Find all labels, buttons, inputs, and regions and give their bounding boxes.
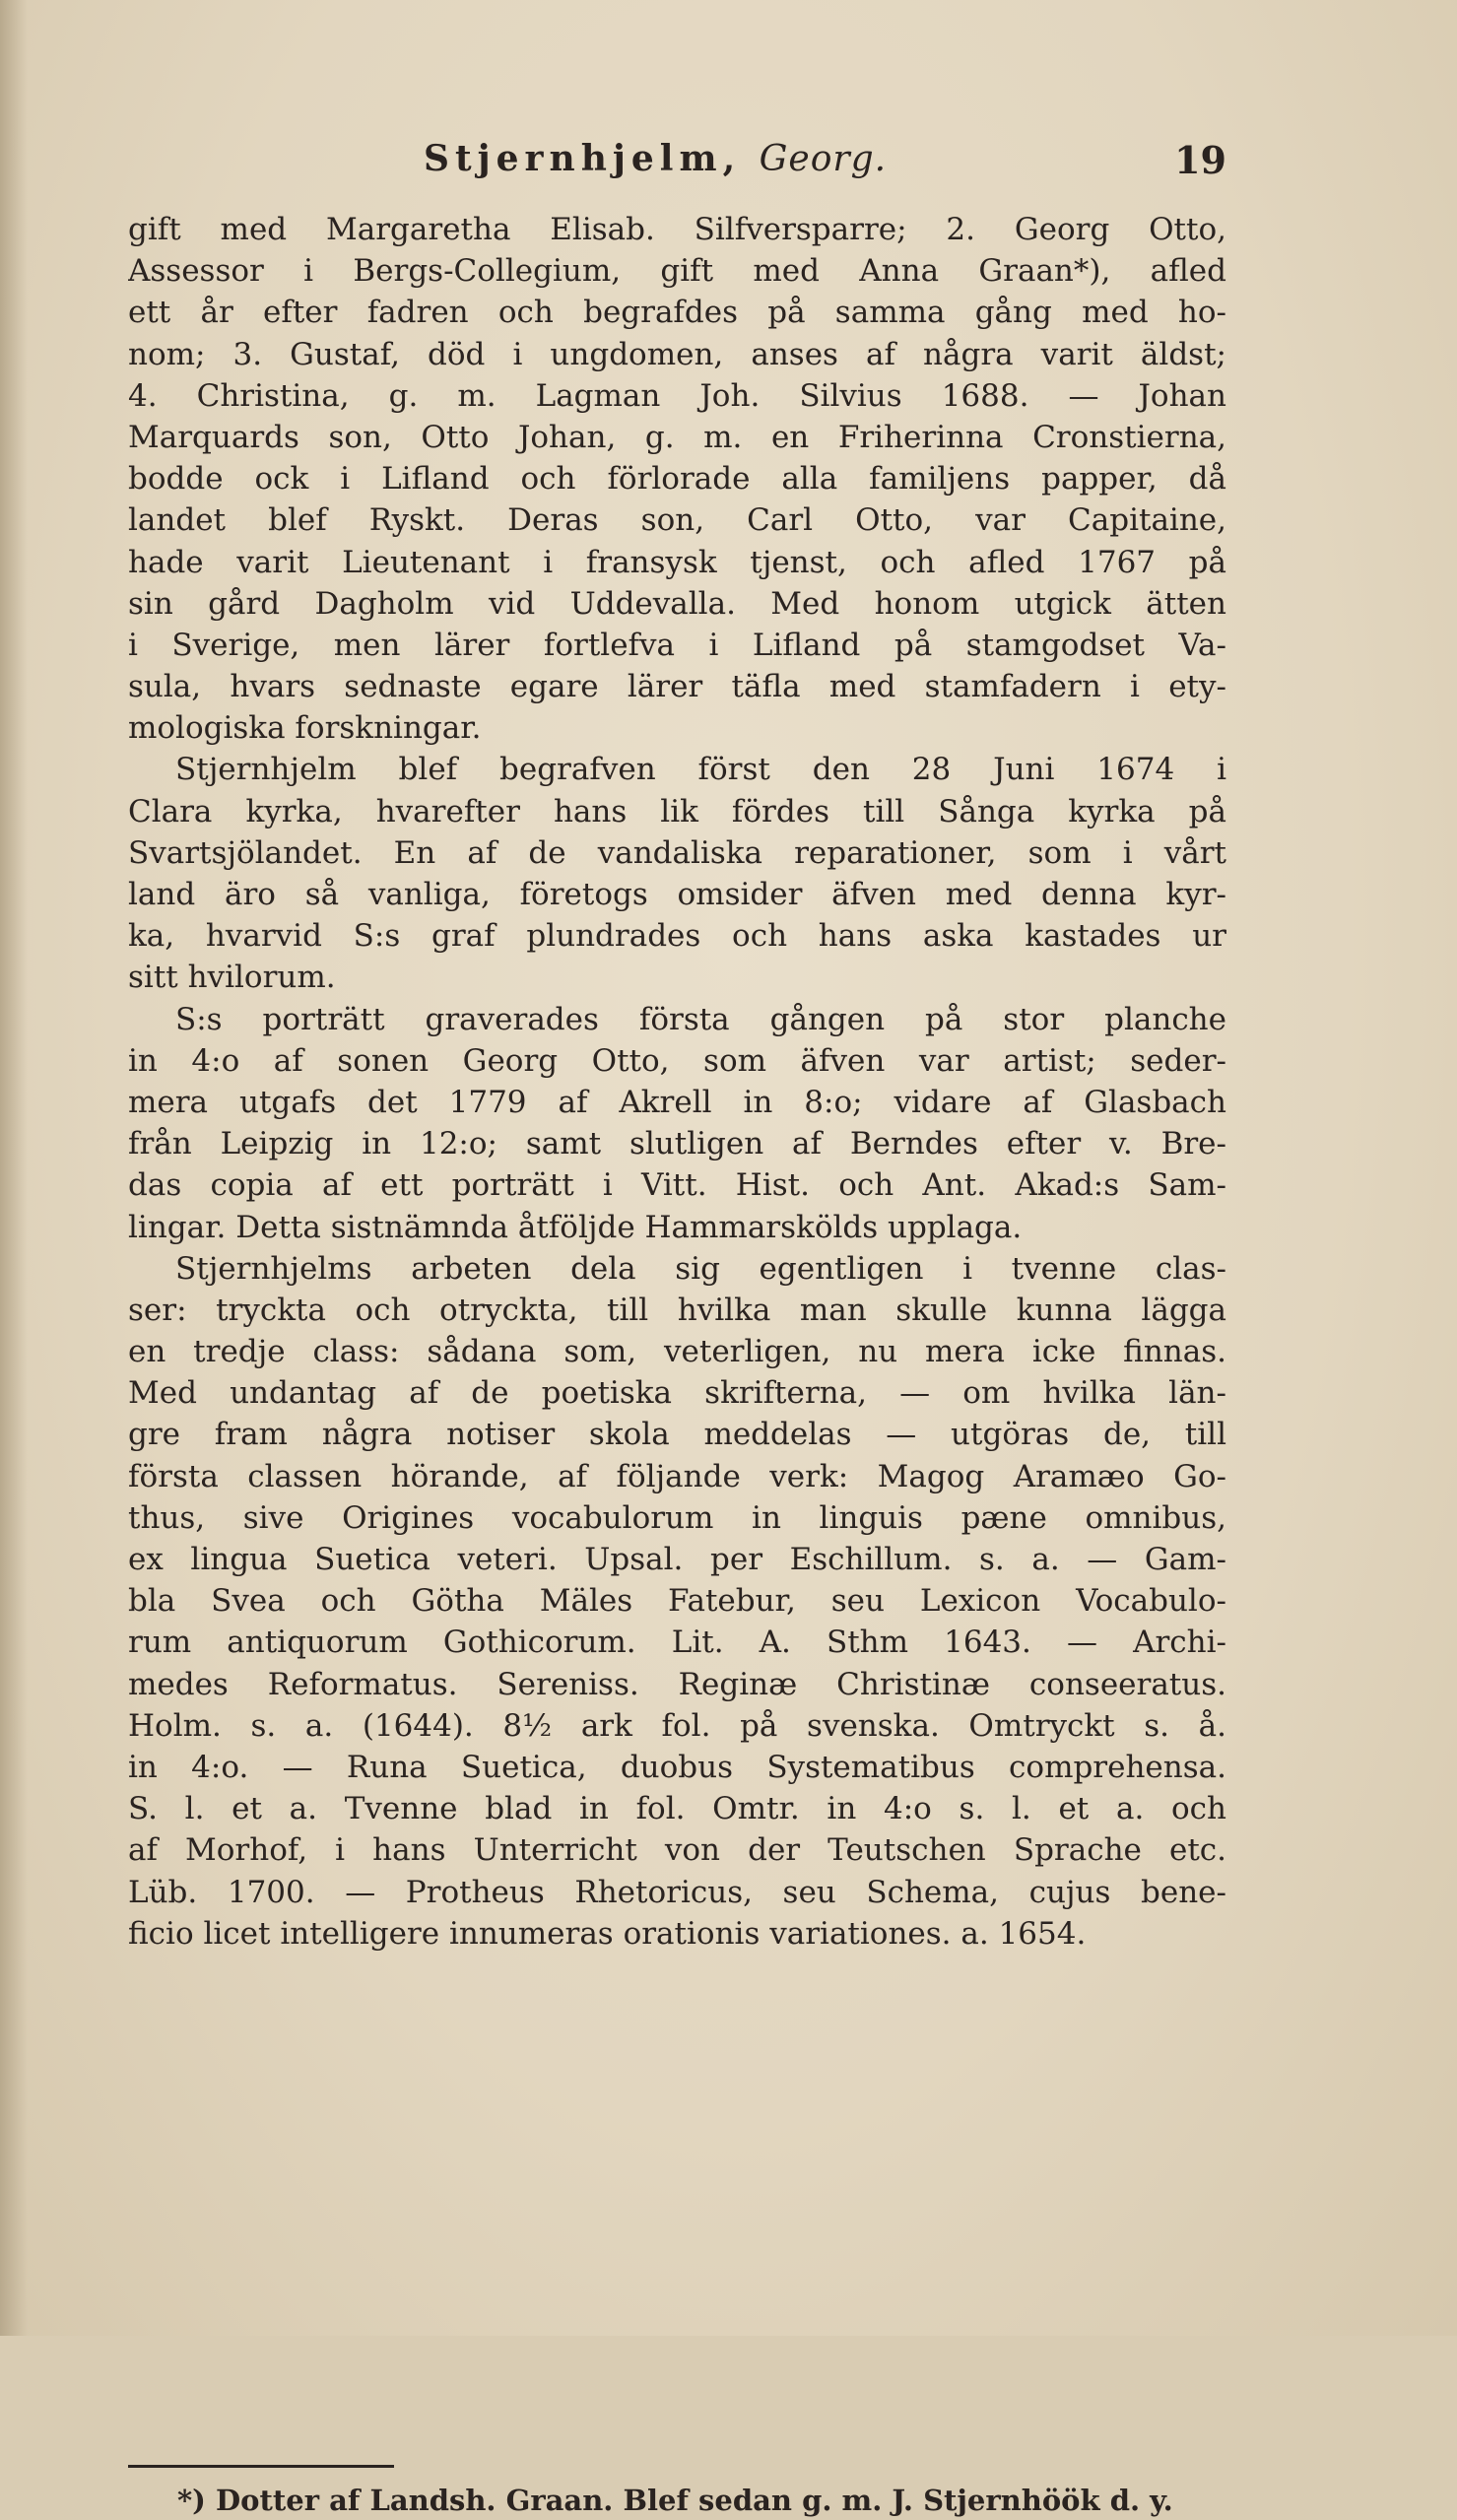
text-line: första classen hörande, af följande verk: Magog Aramæo Go- — [128, 1458, 1226, 1494]
text-line: Lüb. 1700. — Protheus Rhetoricus, seu Schema, cujus bene- — [128, 1874, 1226, 1910]
text-line: Marquards son, Otto Johan, g. m. en Friherinna Cronstierna, — [128, 419, 1226, 455]
text-line: sin gård Dagholm vid Uddevalla. Med honom utgick ätten — [128, 585, 1226, 622]
text-line: rum antiquorum Gothicorum. Lit. A. Sthm 1643. — Archi- — [128, 1625, 1226, 1661]
text-line: S:s porträtt graverades första gången på stor planche — [175, 1001, 1226, 1037]
text-line: thus, sive Origines vocabulorum in linguis pæne omnibus, — [128, 1499, 1226, 1536]
text-line: medes Reformatus. Sereniss. Reginæ Christinæ conseeratus. — [128, 1666, 1226, 1702]
text-line: Assessor i Bergs-Collegium, gift med Anna Graan*), afled — [128, 253, 1226, 290]
page-number: 19 — [1174, 138, 1226, 182]
text-line: gift med Margaretha Elisab. Silfversparre; 2. Georg Otto, — [128, 212, 1226, 247]
text-line: 4. Christina, g. m. Lagman Joh. Silvius 1688. — Johan — [128, 377, 1226, 414]
text-line: ficio licet intelligere innumeras orationis variationes. a. 1654. — [128, 1915, 1087, 1952]
text-line: ser: tryckta och otryckta, till hvilka man skulle kunna lägga — [128, 1292, 1226, 1328]
text-line: Med undantag af de poetiska skrifterna, — om hvilka län- — [128, 1375, 1226, 1412]
text-line: das copia af ett porträtt i Vitt. Hist. och Ant. Akad:s Sam- — [128, 1167, 1226, 1204]
footnote: *) Dotter af Landsh. Graan. Blef sedan g. m. J. Stjernhöök d. y. — [177, 2484, 1173, 2517]
text-line: nom; 3. Gustaf, död i ungdomen, anses af några varit äldst; — [128, 336, 1226, 372]
text-line: land äro så vanliga, företogs omsider äfven med denna kyr- — [128, 877, 1226, 912]
text-line: en tredje class: sådana som, veterligen, nu mera icke finnas. — [128, 1334, 1226, 1370]
text-line: S. l. et a. Tvenne blad in fol. Omtr. in 4:o s. l. et a. och — [128, 1791, 1226, 1827]
text-line: in 4:o. — Runa Suetica, duobus Systematibus comprehensa. — [128, 1749, 1226, 1785]
text-line: Stjernhjelms arbeten dela sig egentligen i tvenne clas- — [175, 1250, 1226, 1287]
text-line: gre fram några notiser skola meddelas — utgöras de, till — [128, 1417, 1226, 1453]
text-line: ex lingua Suetica veteri. Upsal. per Eschillum. s. a. — Gam- — [128, 1542, 1226, 1577]
text-line: mologiska forskningar. — [128, 710, 482, 747]
running-title-given-name: Georg. — [759, 139, 888, 179]
footnote-rule — [128, 2465, 394, 2468]
text-line: bla Svea och Götha Mäles Fatebur, seu Lexicon Vocabulo- — [128, 1583, 1226, 1620]
text-line: Svartsjölandet. En af de vandaliska reparationer, som i vårt — [128, 834, 1226, 871]
text-line: i Sverige, men lärer fortlefva i Lifland på stamgodset Va- — [128, 627, 1226, 663]
text-line: Clara kyrka, hvarefter hans lik fördes till Sånga kyrka på — [128, 793, 1226, 829]
gutter-shadow — [0, 0, 28, 2336]
text-line: hade varit Lieutenant i fransysk tjenst, och afled 1767 på — [128, 544, 1226, 580]
text-line: från Leipzig in 12:o; samt slutligen af Berndes efter v. Bre- — [128, 1126, 1226, 1162]
text-line: landet blef Ryskt. Deras son, Carl Otto, var Capitaine, — [128, 502, 1226, 539]
body-text — [128, 209, 1226, 1955]
running-title-surname: Stjernhjelm, — [424, 138, 742, 179]
text-line: ka, hvarvid S:s graf plundrades och hans aska kastades ur — [128, 918, 1226, 955]
text-line: ett år efter fadren och begrafdes på samma gång med ho- — [128, 295, 1226, 331]
running-title — [424, 138, 887, 179]
text-line: af Morhof, i hans Unterricht von der Teutschen Sprache etc. — [128, 1832, 1226, 1869]
running-head — [128, 136, 1226, 195]
text-line: Holm. s. a. (1644). 8½ ark fol. på svenska. Omtryckt s. å. — [128, 1707, 1226, 1744]
text-line: Stjernhjelm blef begrafven först den 28 Juni 1674 i — [175, 752, 1226, 788]
text-line: in 4:o af sonen Georg Otto, som äfven var artist; seder- — [128, 1042, 1226, 1079]
text-line: sitt hvilorum. — [128, 960, 336, 996]
text-line: sula, hvars sednaste egare lärer täfla med stamfadern i ety- — [128, 669, 1226, 705]
text-line: bodde ock i Lifland och förlorade alla familjens papper, då — [128, 461, 1226, 497]
text-line: lingar. Detta sistnämnda åtföljde Hammarskölds upplaga. — [128, 1209, 1023, 1245]
text-line: mera utgafs det 1779 af Akrell in 8:o; vidare af Glasbach — [128, 1084, 1226, 1120]
